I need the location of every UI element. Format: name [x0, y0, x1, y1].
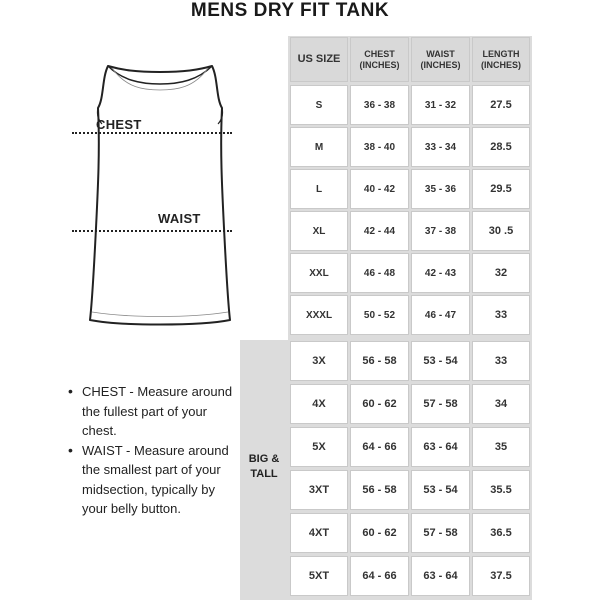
cell-size: S	[290, 85, 348, 125]
big-tall-cell-waist: 57 - 58	[411, 384, 470, 424]
header-size: US SIZE	[290, 37, 348, 82]
cell-waist: 37 - 38	[411, 211, 470, 251]
cell-waist: 33 - 34	[411, 127, 470, 167]
cell-length: 27.5	[472, 85, 530, 125]
big-tall-cell-size: 3X	[290, 341, 348, 381]
page-title: MENS DRY FIT TANK	[190, 0, 390, 21]
big-tall-cell-size: 5X	[290, 427, 348, 467]
tank-top-diagram	[60, 58, 260, 338]
cell-waist: 46 - 47	[411, 295, 470, 335]
cell-waist: 42 - 43	[411, 253, 470, 293]
big-tall-cell-chest: 56 - 58	[350, 470, 409, 510]
waist-note: • WAIST - Measure around the smallest part of your midsection, typically by your belly button.	[62, 441, 234, 519]
cell-chest: 50 - 52	[350, 295, 409, 335]
big-tall-cell-length: 37.5	[472, 556, 530, 596]
cell-size: M	[290, 127, 348, 167]
big-tall-cell-chest: 60 - 62	[350, 384, 409, 424]
cell-length: 29.5	[472, 169, 530, 209]
waist-label: WAIST	[158, 211, 201, 226]
big-tall-cell-size: 4XT	[290, 513, 348, 553]
cell-chest: 42 - 44	[350, 211, 409, 251]
big-tall-label: BIG & TALL	[248, 453, 280, 480]
big-tall-cell-size: 4X	[290, 384, 348, 424]
header-length: LENGTH (INCHES)	[472, 37, 530, 82]
cell-chest: 38 - 40	[350, 127, 409, 167]
cell-chest: 46 - 48	[350, 253, 409, 293]
big-tall-cell-chest: 60 - 62	[350, 513, 409, 553]
big-tall-cell-waist: 57 - 58	[411, 513, 470, 553]
cell-length: 33	[472, 295, 530, 335]
chest-label: CHEST	[96, 117, 142, 132]
cell-waist: 31 - 32	[411, 85, 470, 125]
big-tall-cell-length: 35.5	[472, 470, 530, 510]
cell-chest: 36 - 38	[350, 85, 409, 125]
big-tall-cell-waist: 53 - 54	[411, 341, 470, 381]
big-tall-cell-waist: 63 - 64	[411, 427, 470, 467]
cell-length: 32	[472, 253, 530, 293]
measurement-notes	[62, 382, 234, 519]
cell-size: L	[290, 169, 348, 209]
cell-chest: 40 - 42	[350, 169, 409, 209]
big-tall-cell-size: 3XT	[290, 470, 348, 510]
cell-size: XXXL	[290, 295, 348, 335]
cell-length: 28.5	[472, 127, 530, 167]
big-tall-cell-length: 33	[472, 341, 530, 381]
chest-note: • CHEST - Measure around the fullest part of your chest.	[62, 382, 234, 441]
cell-waist: 35 - 36	[411, 169, 470, 209]
big-tall-cell-length: 36.5	[472, 513, 530, 553]
cell-size: XXL	[290, 253, 348, 293]
cell-length: 30 .5	[472, 211, 530, 251]
big-tall-cell-length: 35	[472, 427, 530, 467]
big-tall-cell-waist: 63 - 64	[411, 556, 470, 596]
big-tall-cell-size: 5XT	[290, 556, 348, 596]
big-tall-cell-waist: 53 - 54	[411, 470, 470, 510]
big-tall-cell-chest: 64 - 66	[350, 427, 409, 467]
header-chest: CHEST (INCHES)	[350, 37, 409, 82]
header-waist: WAIST (INCHES)	[411, 37, 470, 82]
waist-measure-line	[72, 230, 232, 232]
cell-size: XL	[290, 211, 348, 251]
big-tall-cell-chest: 56 - 58	[350, 341, 409, 381]
chest-measure-line	[72, 132, 232, 134]
tank-outline	[90, 66, 230, 325]
big-tall-cell-length: 34	[472, 384, 530, 424]
big-tall-cell-chest: 64 - 66	[350, 556, 409, 596]
